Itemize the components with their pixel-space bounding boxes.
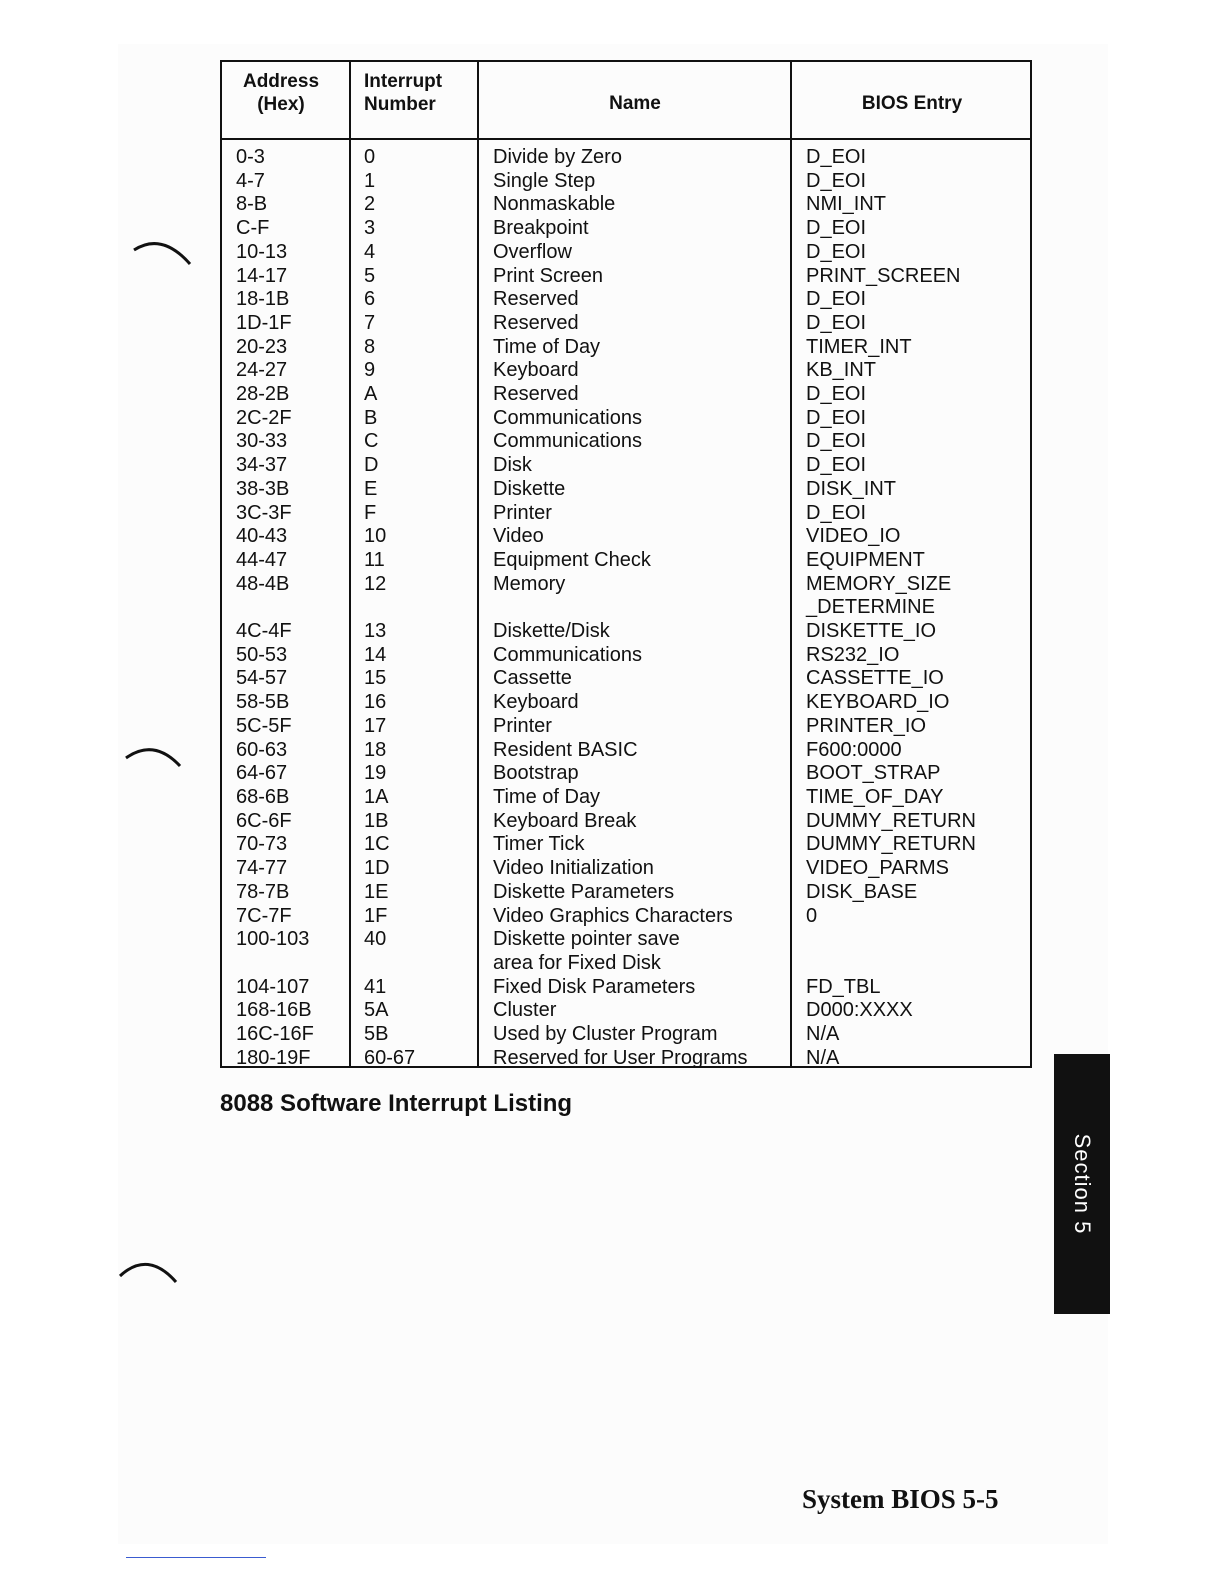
binder-hole-mark — [124, 740, 184, 770]
interrupt-column: 0 1 2 3 4 5 6 7 8 9 A B C D E F 10 11 12 13 14 15 16 17 18 19 1A 1B 1C 1D 1E 1F 40 41 5A 5B 60-67 — [364, 146, 416, 1069]
bios-entry-column: D_EOI D_EOI NMI_INT D_EOI D_EOI PRINT_SCREEN D_EOI D_EOI TIMER_INT KB_INT D_EOI D_EOI D_EOI D_EOI DISK_INT D_EOI VIDEO_IO EQUIPMENT MEMORY_SIZE _DETERMINE DISKETTE_IO RS232_IO CASSETTE_IO KEYBOARD_IO PRINTER_IO F600:0000 BOOT_STRAP TIME_OF_DAY DUMMY_RETURN DUMMY_RETURN VIDEO_PARMS DISK_BASE 0 FD_TBL D000:XXXX N/A N/A — [806, 146, 976, 1069]
table-caption: 8088 Software Interrupt Listing — [220, 1090, 573, 1117]
header-divider — [222, 138, 1030, 140]
header-interrupt-number: Interrupt Number — [364, 71, 443, 115]
header-name: Name — [609, 93, 661, 114]
column-divider — [477, 62, 479, 1066]
section-tab-label: Section 5 — [1070, 1133, 1095, 1235]
header-bios-entry: BIOS Entry — [861, 93, 963, 114]
binder-hole-mark — [132, 236, 192, 266]
binder-hole-mark — [118, 1252, 180, 1286]
interrupt-table — [220, 60, 1032, 1068]
column-divider — [349, 62, 351, 1066]
name-column: Divide by Zero Single Step Nonmaskable Breakpoint Overflow Print Screen Reserved Reserved Time of Day Keyboard Reserved Communications Communications Disk Diskette Printer Video Equipment Check Memory Diskette/Disk Communications Cassette Keyboard Printer Resident BASIC Bootstrap Time of Day Keyboard Break Timer Tick Video Initialization Diskette Parameters Video Graphics Characters Diskette pointer save area for Fixed Disk Fixed Disk Parameters Cluster Used by Cluster Program Reserved for User Programs — [493, 146, 748, 1069]
page-footer: System BIOS 5-5 — [802, 1484, 999, 1514]
page-edge-line — [126, 1557, 266, 1558]
address-column: 0-3 4-7 8-B C-F 10-13 14-17 18-1B 1D-1F 20-23 24-27 28-2B 2C-2F 30-33 34-37 38-3B 3C-3F 40-43 44-47 48-4B 4C-4F 50-53 54-57 58-5B 5C-5F 60-63 64-67 68-6B 6C-6F 70-73 74-77 78-7B 7C-7F 100-103 104-107 168-16B 16C-16F 180-19F — [236, 146, 314, 1069]
header-address: Address (Hex) — [242, 71, 320, 115]
column-divider — [790, 62, 792, 1066]
